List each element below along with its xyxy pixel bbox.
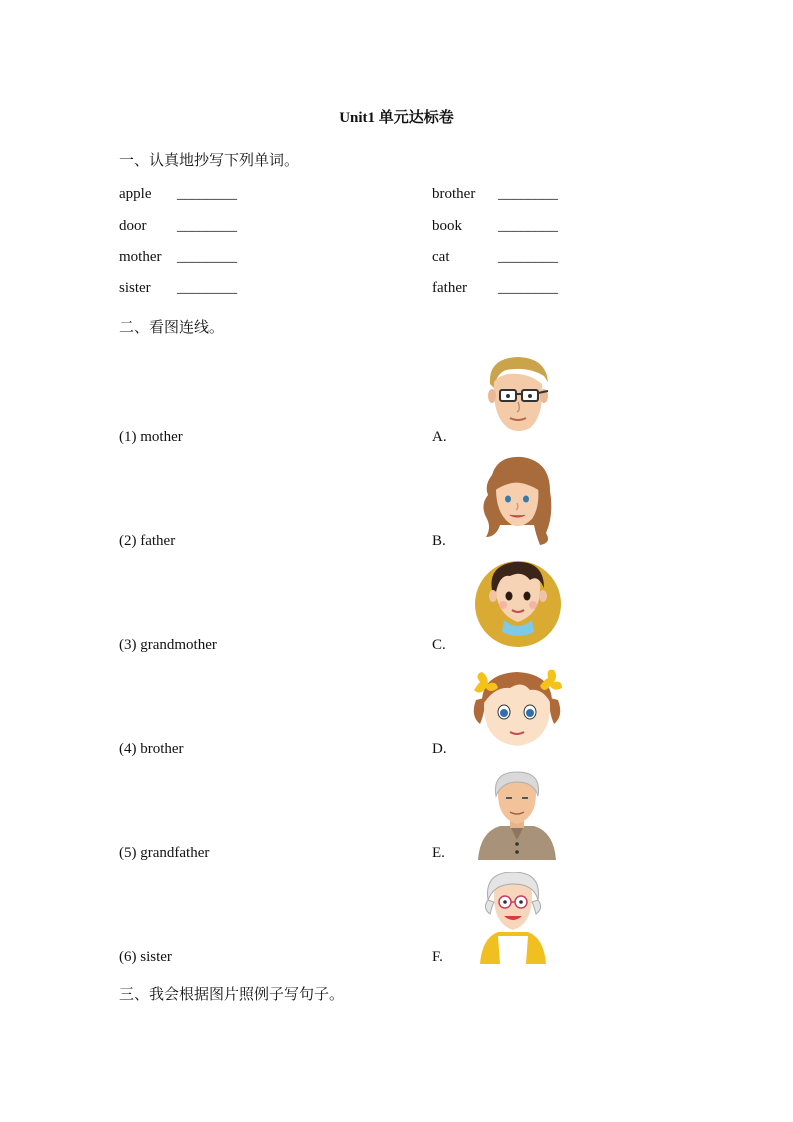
word-sister: sister (119, 280, 151, 296)
match-letter-f: F. (432, 949, 443, 965)
woman-long-hair-picture (478, 455, 556, 547)
blank-book: ________ (498, 218, 558, 234)
match-letter-e: E. (432, 845, 445, 861)
word-father: father (432, 280, 467, 296)
blank-brother: ________ (498, 186, 558, 202)
match-item-2: (2) father (119, 533, 176, 549)
girl-pigtails-picture (470, 666, 564, 750)
match-letter-d: D. (432, 741, 447, 757)
blank-mother: ________ (177, 249, 237, 265)
blank-sister: ________ (177, 280, 237, 296)
word-door: door (119, 218, 147, 234)
match-item-1: (1) mother (119, 429, 183, 445)
blank-apple: ________ (177, 186, 237, 202)
word-book: book (432, 218, 462, 234)
grandmother-picture (478, 872, 548, 964)
man-with-glasses-picture (478, 354, 558, 436)
grandfather-picture (474, 770, 560, 860)
blank-cat: ________ (498, 249, 558, 265)
match-item-6: (6) sister (119, 949, 172, 965)
match-letter-b: B. (432, 533, 446, 549)
section1-heading: 一、认真地抄写下列单词。 (119, 151, 300, 169)
section3-heading: 三、我会根据图片照例子写句子。 (119, 985, 345, 1003)
word-cat: cat (432, 249, 450, 265)
word-brother: brother (432, 186, 476, 202)
match-item-5: (5) grandfather (119, 845, 210, 861)
match-item-4: (4) brother (119, 741, 184, 757)
match-letter-a: A. (432, 429, 447, 445)
blank-door: ________ (177, 218, 237, 234)
match-letter-c: C. (432, 637, 446, 653)
word-apple: apple (119, 186, 152, 202)
page-title: Unit1 单元达标卷 (339, 110, 454, 126)
section2-heading: 二、看图连线。 (119, 318, 225, 336)
match-item-3: (3) grandmother (119, 637, 217, 653)
boy-face-picture (474, 558, 562, 648)
word-mother: mother (119, 249, 162, 265)
blank-father: ________ (498, 280, 558, 296)
